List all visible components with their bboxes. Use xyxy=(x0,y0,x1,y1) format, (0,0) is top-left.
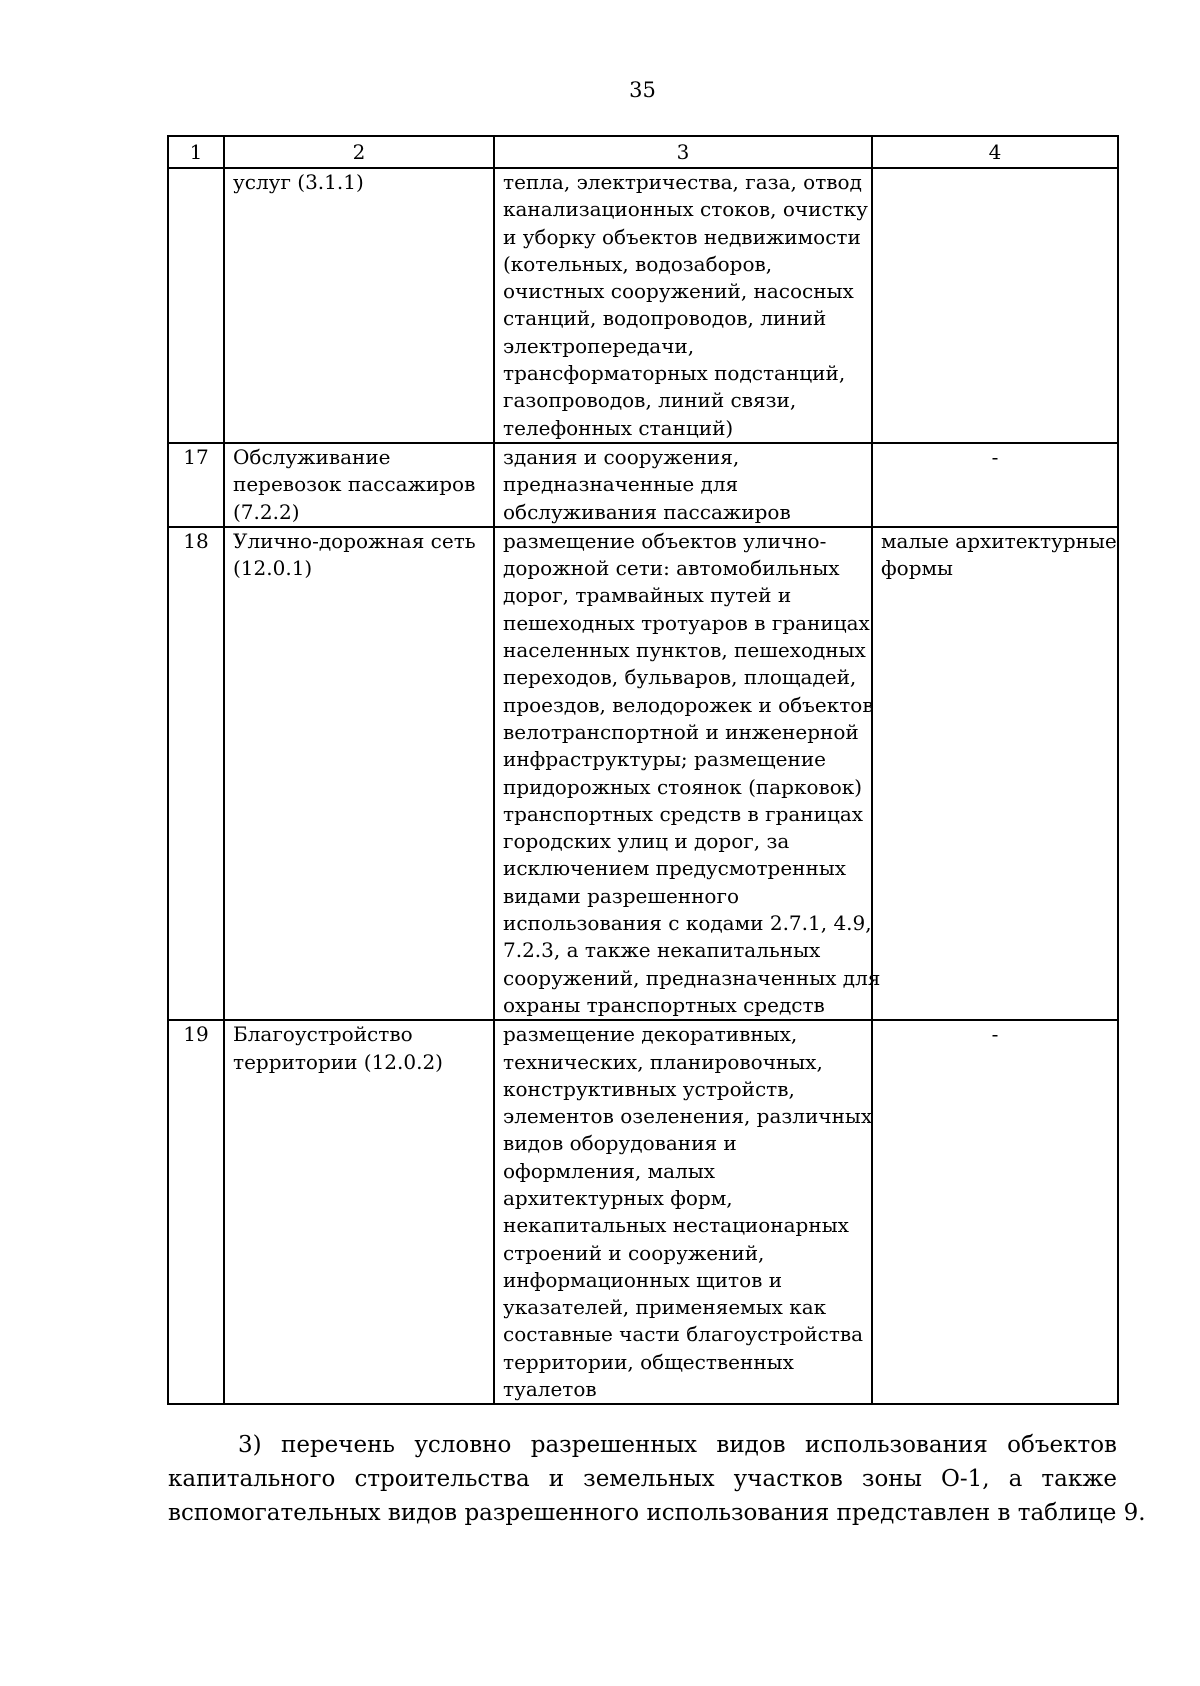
use-type-line: Благоустройство xyxy=(233,1022,413,1047)
use-type-line: Улично-дорожная сеть xyxy=(233,528,476,553)
use-type-line: перевозок пассажиров xyxy=(233,472,476,497)
use-description-line: оформления, малых xyxy=(503,1158,716,1183)
table-row xyxy=(168,1020,1118,1404)
use-description-line: трансформаторных подстанций, xyxy=(503,361,846,386)
header-col-1: 1 xyxy=(168,136,224,168)
use-description-line: дорожной сети: автомобильных xyxy=(503,556,840,581)
auxiliary-use-line: малые архитектурные xyxy=(881,528,1117,553)
use-description-cell xyxy=(494,443,872,527)
header-col-4: 4 xyxy=(872,136,1118,168)
use-description-line: телефонных станций) xyxy=(503,415,734,440)
use-description-line: видами разрешенного xyxy=(503,883,739,908)
row-number: 19 xyxy=(183,1022,209,1047)
page-number: 35 xyxy=(629,78,656,102)
use-type-cell xyxy=(224,1020,494,1404)
use-description-cell xyxy=(494,527,881,1020)
use-description-line: размещение декоративных, xyxy=(503,1022,798,1047)
use-description-line: предназначенные для xyxy=(503,472,739,497)
use-description-cell xyxy=(494,1020,872,1404)
use-description-line: технических, планировочных, xyxy=(503,1049,823,1074)
table-row xyxy=(168,527,1118,1020)
use-description-cell xyxy=(494,168,872,443)
use-description-line: станций, водопроводов, линий xyxy=(503,306,827,331)
use-description-line: элементов озеленения, различных xyxy=(503,1104,873,1129)
header-col-3: 3 xyxy=(494,136,872,168)
use-description-line: составные части благоустройства xyxy=(503,1322,864,1347)
use-description-line: газопроводов, линий связи, xyxy=(503,388,797,413)
use-description-line: транспортных средств в границах xyxy=(503,801,864,826)
use-description-line: использования с кодами 2.7.1, 4.9, xyxy=(503,911,872,936)
use-description-line: информационных щитов и xyxy=(503,1267,783,1292)
paragraph-line: капитального строительства и земельных участков зоны О-1, а также xyxy=(168,1466,1117,1492)
use-type-line: услуг (3.1.1) xyxy=(233,170,364,194)
closing-paragraph xyxy=(168,1428,1146,1530)
row-number-cell xyxy=(168,1020,224,1404)
use-description-line: размещение объектов улично- xyxy=(503,528,827,553)
use-type-cell xyxy=(224,168,494,443)
use-description-line: исключением предусмотренных xyxy=(503,856,847,881)
use-description-line: населенных пунктов, пешеходных xyxy=(503,638,866,663)
use-description-line: строений и сооружений, xyxy=(503,1240,765,1265)
table-row xyxy=(168,443,1118,527)
use-description-line: городских улиц и дорог, за xyxy=(503,829,790,854)
auxiliary-use-cell xyxy=(872,168,1118,443)
use-type-line: Обслуживание xyxy=(233,444,391,469)
use-description-line: здания и сооружения, xyxy=(503,444,740,469)
auxiliary-use-line: - xyxy=(991,1022,999,1047)
auxiliary-use-cell xyxy=(872,1020,1118,1404)
use-description-line: тепла, электричества, газа, отвод xyxy=(503,170,862,194)
use-description-line: обслуживания пассажиров xyxy=(503,499,791,524)
use-type-cell xyxy=(224,527,494,1020)
use-description-line: и уборку объектов недвижимости xyxy=(503,224,861,249)
use-description-line: конструктивных устройств, xyxy=(503,1076,795,1101)
permitted-use-table xyxy=(167,135,1119,1405)
use-description-line: некапитальных нестационарных xyxy=(503,1213,849,1238)
use-description-line: электропередачи, xyxy=(503,333,695,358)
use-description-line: дорог, трамвайных путей и xyxy=(503,583,792,608)
use-description-line: (котельных, водозаборов, xyxy=(503,251,773,276)
use-type-line: (12.0.1) xyxy=(233,556,313,581)
table-header-row xyxy=(168,136,1118,168)
header-col-2: 2 xyxy=(224,136,494,168)
use-description-line: видов оборудования и xyxy=(503,1131,737,1156)
auxiliary-use-line: - xyxy=(991,444,999,469)
use-description-line: 7.2.3, а также некапитальных xyxy=(503,938,821,963)
use-description-line: велотранспортной и инженерной xyxy=(503,719,859,744)
auxiliary-use-cell xyxy=(872,443,1118,527)
auxiliary-use-line: формы xyxy=(881,556,953,581)
use-description-line: туалетов xyxy=(503,1377,597,1402)
use-description-line: канализационных стоков, очистку xyxy=(503,197,868,222)
use-description-line: охраны транспортных средств xyxy=(503,992,825,1017)
use-description-line: проездов, велодорожек и объектов xyxy=(503,692,874,717)
use-description-line: инфраструктуры; размещение xyxy=(503,747,826,772)
row-number-cell xyxy=(168,168,224,443)
use-description-line: архитектурных форм, xyxy=(503,1185,733,1210)
use-description-line: переходов, бульваров, площадей, xyxy=(503,665,857,690)
use-type-cell xyxy=(224,443,494,527)
use-type-line: (7.2.2) xyxy=(233,499,300,524)
use-description-line: пешеходных тротуаров в границах xyxy=(503,610,870,635)
row-number-cell xyxy=(168,443,224,527)
table-row xyxy=(168,168,1118,443)
use-description-line: сооружений, предназначенных для xyxy=(503,965,881,990)
row-number: 17 xyxy=(183,444,209,469)
paragraph-line: вспомогательных видов разрешенного использования представлен в таблице 9. xyxy=(168,1500,1146,1526)
use-type-line: территории (12.0.2) xyxy=(233,1049,443,1074)
use-description-line: очистных сооружений, насосных xyxy=(503,279,854,304)
use-description-line: указателей, применяемых как xyxy=(503,1295,827,1320)
row-number-cell xyxy=(168,527,224,1020)
row-number: 18 xyxy=(183,528,209,553)
use-description-line: территории, общественных xyxy=(503,1349,794,1374)
auxiliary-use-cell xyxy=(872,527,1118,1020)
paragraph-line: 3) перечень условно разрешенных видов использования объектов xyxy=(238,1432,1117,1458)
use-description-line: придорожных стоянок (парковок) xyxy=(503,774,863,799)
